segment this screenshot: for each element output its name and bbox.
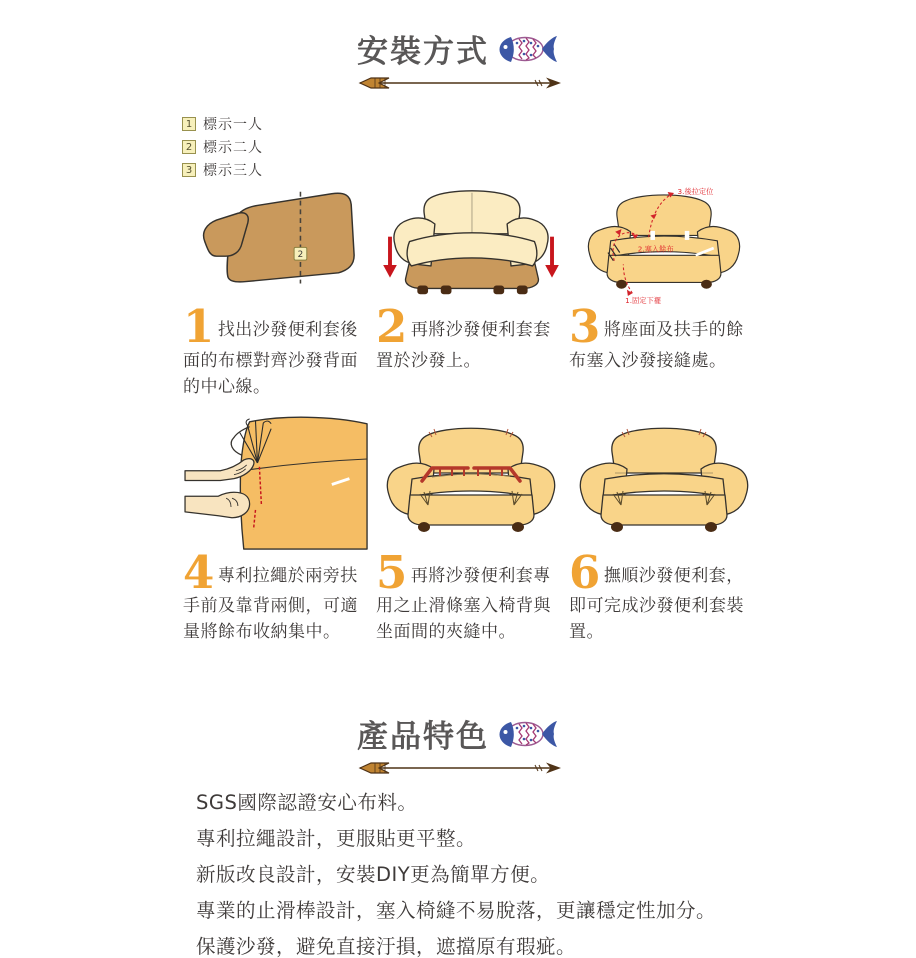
step-description: 撫順沙發便利套，即可完成沙發便利套裝置。 <box>569 565 744 642</box>
annotation-tuck-fabric: 2.塞入餘布 <box>637 244 674 254</box>
install-section-title: 安裝方式 <box>357 34 489 70</box>
fish-icon <box>497 29 559 69</box>
sofa-back-center-line-illustration <box>183 183 373 305</box>
feature-item: SGS國際認證安心布料。 <box>196 791 418 814</box>
legend-number-tag: 2 <box>182 140 196 154</box>
features-section-title: 產品特色 <box>357 719 489 755</box>
step-number: 5 <box>376 545 408 599</box>
legend-label: 標示一人 <box>203 116 263 133</box>
features-section-header <box>0 711 916 777</box>
legend-number-tag: 3 <box>182 163 196 177</box>
hands-pulling-drawstring-illustration <box>183 414 373 551</box>
legend-number-tag: 1 <box>182 117 196 131</box>
install-section-header <box>0 0 916 92</box>
annotation-fix-hem: 1.固定下襬 <box>625 296 661 305</box>
fish-icon <box>497 714 559 754</box>
legend-item <box>182 114 916 133</box>
legend-item <box>182 160 916 179</box>
step-number: 3 <box>569 300 601 353</box>
feature-item: 保護沙發，避免直接汙損，遮擋原有瑕疵。 <box>196 935 577 958</box>
step-text <box>569 545 755 646</box>
step-description: 再將沙發便利套套置於沙發上。 <box>376 320 551 371</box>
legend-label: 標示三人 <box>203 162 263 179</box>
feature-item: 新版改良設計，安裝DIY更為簡單方便。 <box>196 863 551 886</box>
step-text <box>376 300 563 374</box>
arrow-divider-icon <box>354 74 562 92</box>
size-legend <box>182 114 916 179</box>
step-text <box>183 300 370 400</box>
arrow-divider-icon <box>354 759 562 777</box>
finished-sofa-illustration <box>569 414 759 551</box>
step-description: 將座面及扶手的餘布塞入沙發接縫處。 <box>569 320 744 371</box>
step-description: 再將沙發便利套專用之止滑條塞入椅背與坐面間的夾縫中。 <box>376 565 551 642</box>
install-step-2 <box>376 183 569 414</box>
features-list <box>196 791 916 958</box>
annotation-pull-position: 3.後拉定位 <box>677 186 714 196</box>
step-number: 4 <box>183 545 215 599</box>
legend-label: 標示二人 <box>203 139 263 156</box>
feature-item: 專利拉繩設計，更服貼更平整。 <box>196 827 477 850</box>
install-step-4 <box>183 414 376 660</box>
step-number: 1 <box>183 300 215 353</box>
install-steps-grid <box>183 183 761 659</box>
step-description: 找出沙發便利套後面的布標對齊沙發背面的中心線。 <box>183 320 358 397</box>
step-number: 6 <box>569 545 601 599</box>
install-step-1 <box>183 183 376 414</box>
step-text <box>376 545 563 646</box>
install-step-3 <box>569 183 761 414</box>
anti-slip-bars-illustration <box>376 414 566 551</box>
install-step-6 <box>569 414 761 660</box>
center-line-tag: 2 <box>297 250 304 261</box>
tuck-fabric-annotated-illustration <box>569 183 759 305</box>
feature-item: 專業的止滑棒設計，塞入椅縫不易脫落，更讓穩定性加分。 <box>196 899 717 922</box>
sofa-cover-pull-down-illustration <box>376 183 566 305</box>
install-step-5 <box>376 414 569 660</box>
step-number: 2 <box>376 300 408 353</box>
step-description: 專利拉繩於兩旁扶手前及靠背兩側，可適量將餘布收納集中。 <box>183 565 358 642</box>
step-text <box>183 545 370 646</box>
legend-item <box>182 137 916 156</box>
